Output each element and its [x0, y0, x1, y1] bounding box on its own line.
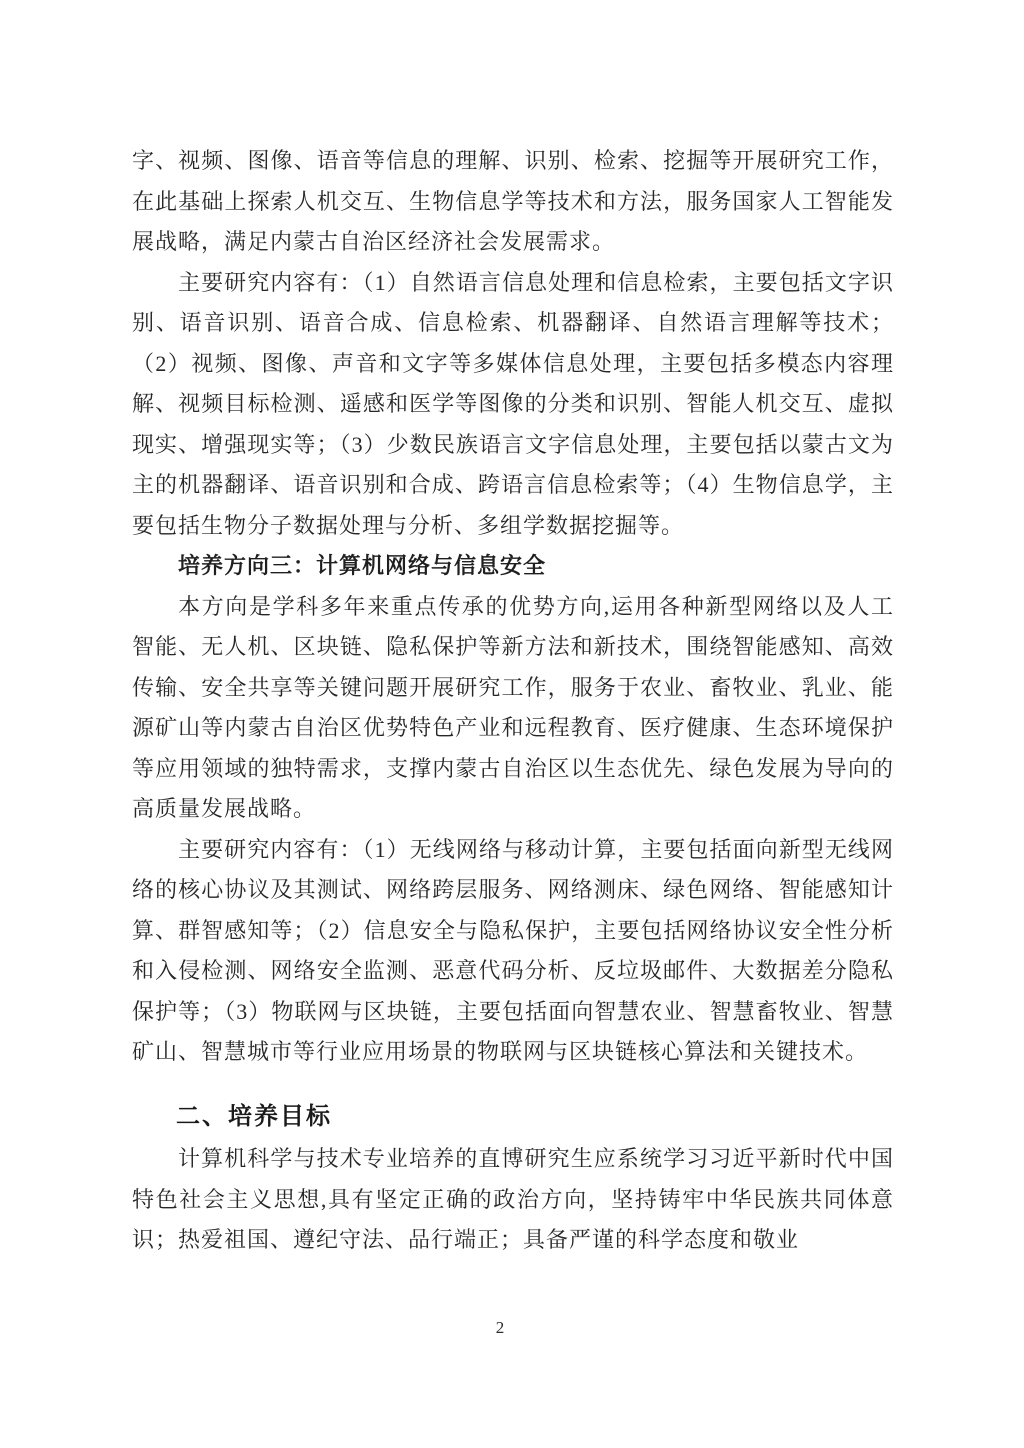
paragraph-network-research-content: 主要研究内容有：（1）无线网络与移动计算，主要包括面向新型无线网络的核心协议及其测试、网络跨层服务、网络测床、绿色网络、智能感知计算、群智感知等；（2）信息安全与隐私保护，主要包括网络协议安全性分析和入侵检测、网络安全监测、恶意代码分析、反垃圾邮件、大数据差分隐私保护等；（3）物联网与区块链，主要包括面向智慧农业、智慧畜牧业、智慧矿山、智慧城市等行业应用场景的物联网与区块链核心算法和关键技术。	[132, 836, 894, 1064]
page-number: 2	[495, 1318, 505, 1337]
page-body-text	[132, 141, 894, 1261]
paragraph-training-objective: 计算机科学与技术专业培养的直博研究生应系统学习习近平新时代中国特色社会主义思想,具有坚定正确的政治方向，坚持铸牢中华民族共同体意识；热爱祖国、遵纪守法、品行端正；具备严谨的科学态度和敬业	[132, 1146, 894, 1252]
paragraph-ai-direction-continued: 字、视频、图像、语音等信息的理解、识别、检索、挖掘等开展研究工作，在此基础上探索人机交互、生物信息学等技术和方法，服务国家人工智能发展战略，满足内蒙古自治区经济社会发展需求。	[132, 148, 894, 254]
paragraph-ai-research-content: 主要研究内容有：（1）自然语言信息处理和信息检索，主要包括文字识别、语音识别、语音合成、信息检索、机器翻译、自然语言理解等技术；（2）视频、图像、声音和文字等多媒体信息处理，主要包括多模态内容理解、视频目标检测、遥感和医学等图像的分类和识别、智能人机交互、虚拟现实、增强现实等；（3）少数民族语言文字信息处理，主要包括以蒙古文为主的机器翻译、语音识别和合成、跨语言信息检索等；（4）生物信息学，主要包括生物分子数据处理与分析、多组学数据挖掘等。	[132, 269, 894, 538]
heading-training-direction-3: 培养方向三：计算机网络与信息安全	[178, 553, 547, 578]
heading-section-2-training-objective: 二、培养目标	[176, 1102, 332, 1130]
paragraph-network-direction: 本方向是学科多年来重点传承的优势方向,运用各种新型网络以及人工智能、无人机、区块链、隐私保护等新方法和新技术，围绕智能感知、高效传输、安全共享等关键问题开展研究工作，服务于农业、畜牧业、乳业、能源矿山等内蒙古自治区优势特色产业和远程教育、医疗健康、生态环境保护等应用领域的独特需求，支撑内蒙古自治区以生态优先、绿色发展为导向的高质量发展战略。	[132, 593, 894, 821]
